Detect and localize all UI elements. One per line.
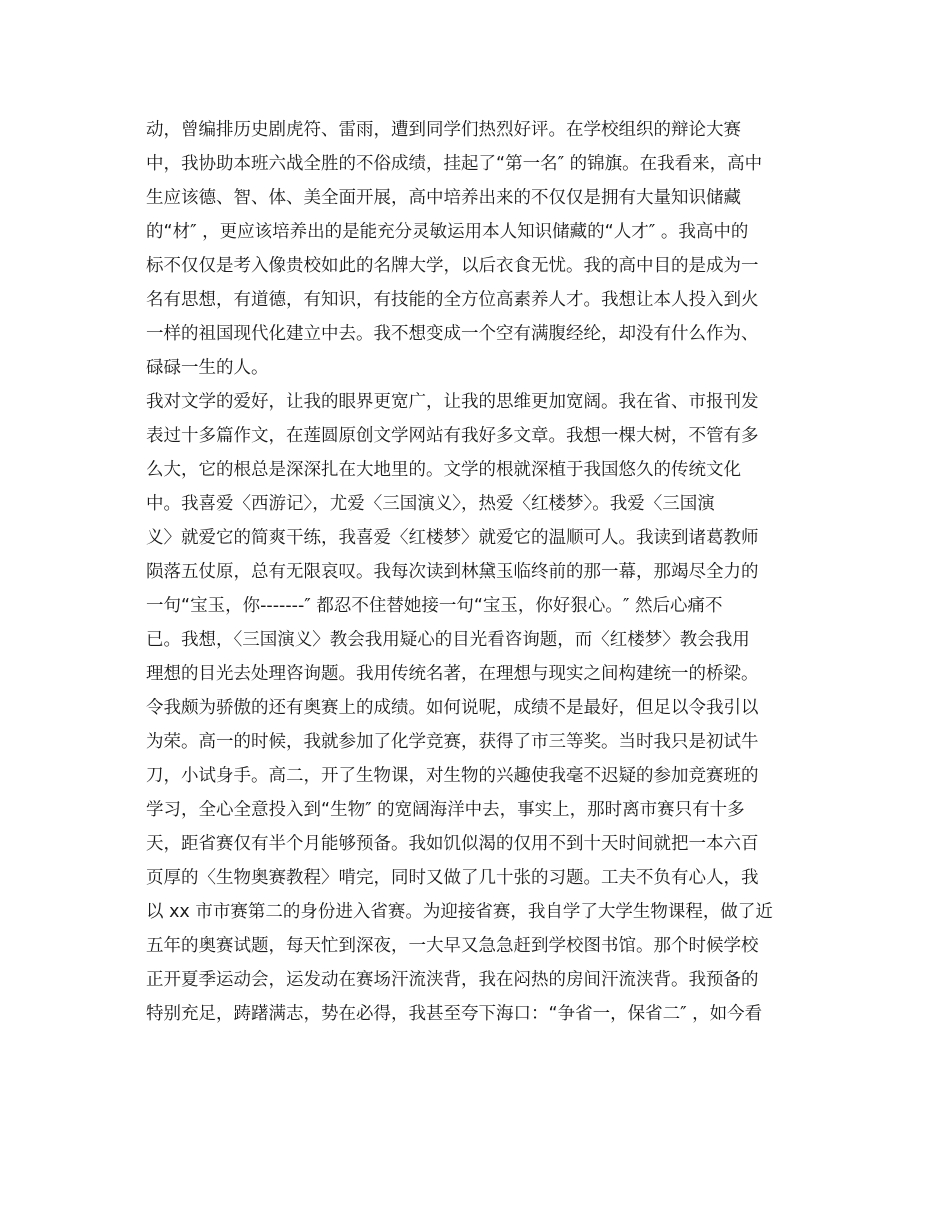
text-line: 正开夏季运动会，运发动在赛场汗流浃背，我在闷热的房间汗流浃背。我预备的 (146, 970, 759, 990)
text-line: 动，曾编排历史剧虎符、雷雨，遭到同学们热烈好评。在学校组织的辩论大赛 (146, 120, 741, 140)
text-line: 我对文学的爱好，让我的眼界更宽广，让我的思维更加宽阔。我在省、市报刊发 (146, 392, 759, 412)
text-line: 页厚的〈生物奥赛教程〉啃完，同时又做了几十张的习题。工夫不负有心人，我 (146, 868, 759, 888)
text-line: 为荣。高一的时候，我就参加了化学竞赛，获得了市三等奖。当时我只是初试牛 (146, 732, 759, 752)
text-line: 标不仅仅是考入像贵校如此的名牌大学，以后衣食无忧。我的高中目的是成为一 (146, 256, 759, 276)
body-text (146, 113, 826, 1031)
text-line: 的“材″ ，更应该培养出的是能充分灵敏运用本人知识储藏的“人才″ 。我高中的 (146, 222, 749, 242)
text-line: 陨落五仗原，总有无限哀叹。我每次读到林黛玉临终前的那一幕，那竭尽全力的 (146, 562, 759, 582)
text-line: 特别充足，踌躇满志，势在必得，我甚至夸下海口：“争省一，保省二″ ，如今看 (146, 1004, 763, 1024)
text-line: 五年的奥赛试题，每天忙到深夜，一大早又急急赶到学校图书馆。那个时候学校 (146, 936, 759, 956)
text-line: 一句“宝玉，你-------″ 都忍不住替她接一句“宝玉，你好狠心。″ 然后心痛不 (146, 596, 723, 616)
text-line: 令我颇为骄傲的还有奥赛上的成绩。如何说呢，成绩不是最好，但足以令我引以 (146, 698, 759, 718)
text-line: 名有思想，有道德，有知识，有技能的全方位高素养人才。我想让本人投入到火 (146, 290, 759, 310)
text-line: 生应该德、智、体、美全面开展，高中培养出来的不仅仅是拥有大量知识储藏 (146, 188, 741, 208)
text-line: 一样的祖国现代化建立中去。我不想变成一个空有满腹经纶，却没有什么作为、 (146, 324, 759, 344)
text-line: 以 xx 市市赛第二的身份进入省赛。为迎接省赛，我自学了大学生物课程，做了近 (146, 902, 773, 922)
text-line: 么大，它的根总是深深扎在大地里的。文学的根就深植于我国悠久的传统文化 (146, 460, 741, 480)
text-line: 学习，全心全意投入到“生物″ 的宽阔海洋中去，事实上，那时离市赛只有十多 (146, 800, 745, 820)
text-line: 中，我协助本班六战全胜的不俗成绩，挂起了“第一名″ 的锦旗。在我看来，高中 (146, 154, 763, 174)
text-line: 碌碌一生的人。 (146, 358, 269, 378)
text-line: 理想的目光去处理咨询题。我用传统名著，在理想与现实之间构建统一的桥梁。 (146, 664, 759, 684)
text-line: 中。我喜爱〈西游记〉，尤爱〈三国演义〉，热爱〈红楼梦〉。我爱〈三国演 (146, 494, 715, 514)
text-line: 天，距省赛仅有半个月能够预备。我如饥似渴的仅用不到十天时间就把一本六百 (146, 834, 759, 854)
text-line: 已。我想，〈三国演义〉教会我用疑心的目光看咨询题，而〈红楼梦〉教会我用 (146, 630, 750, 650)
text-line: 义〉就爱它的简爽干练，我喜爱〈红楼梦〉就爱它的温顺可人。我读到诸葛教师 (146, 528, 759, 548)
text-line: 刀，小试身手。高二，开了生物课，对生物的兴趣使我毫不迟疑的参加竞赛班的 (146, 766, 759, 786)
text-line: 表过十多篇作文，在莲圆原创文学网站有我好多文章。我想一棵大树，不管有多 (146, 426, 759, 446)
